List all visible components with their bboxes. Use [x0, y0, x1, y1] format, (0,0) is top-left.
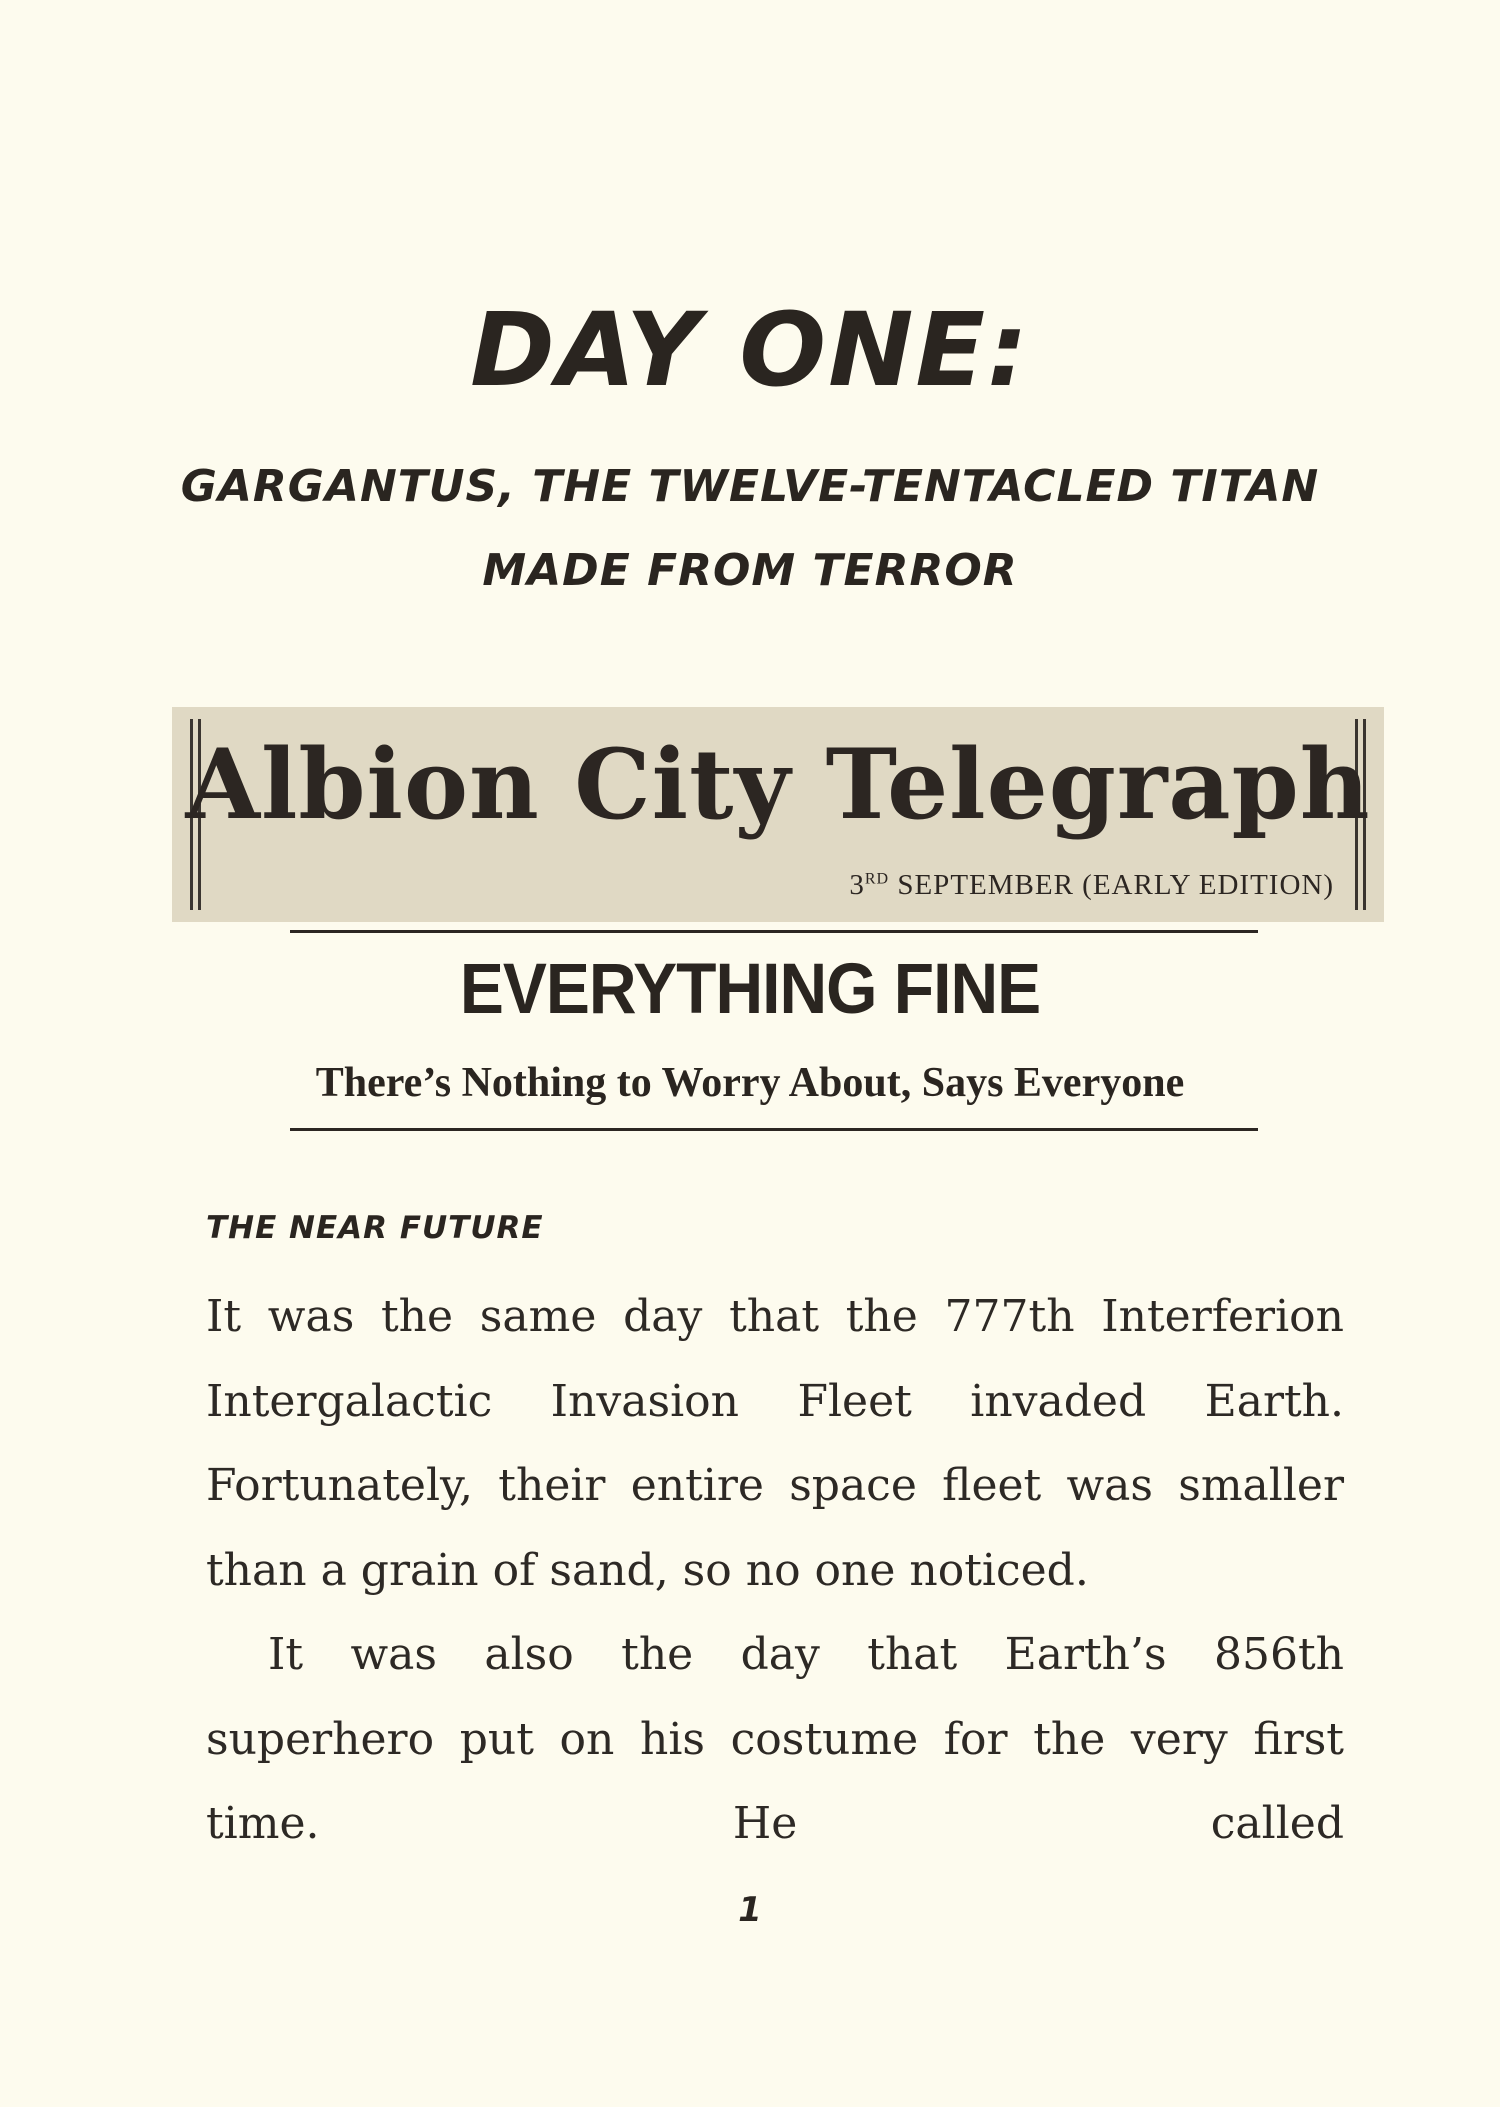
- chapter-subtitle-line-1: GARGANTUS, THE TWELVE-TENTACLED TITAN: [180, 461, 1320, 512]
- newspaper-subheadline: There’s Nothing to Worry About, Says Everyone: [315, 1060, 1185, 1106]
- newspaper-headline: EVERYTHING FINE: [459, 948, 1041, 1028]
- body-text: [206, 1275, 1344, 1867]
- headline-bottom-rule: [290, 1128, 1258, 1131]
- date-day: 3: [849, 869, 865, 901]
- chapter-subtitle-line-2: MADE FROM TERROR: [482, 545, 1018, 596]
- body-paragraph-2: It was also the day that Earth’s 856th superhero put on his costume for the very first time. He called: [206, 1629, 1344, 1849]
- newspaper-masthead: [172, 707, 1384, 922]
- chapter-subtitle: [0, 445, 1500, 613]
- date-ordinal: RD: [864, 870, 890, 888]
- date-rest: SEPTEMBER (EARLY EDITION): [889, 869, 1334, 901]
- chapter-title: DAY ONE:: [470, 291, 1030, 410]
- body-paragraph-1: It was the same day that the 777th Interferion Intergalactic Invasion Fleet invaded Earth. Fortunately, their entire space fleet was smaller than a grain of sand, so no one noticed.: [206, 1291, 1344, 1596]
- page-number: 1: [738, 1890, 762, 1930]
- section-label: THE NEAR FUTURE: [206, 1210, 544, 1246]
- headline-top-rule: [290, 930, 1258, 933]
- newspaper-name: Albion City Telegraph: [185, 728, 1371, 841]
- newspaper-date: [849, 869, 1334, 902]
